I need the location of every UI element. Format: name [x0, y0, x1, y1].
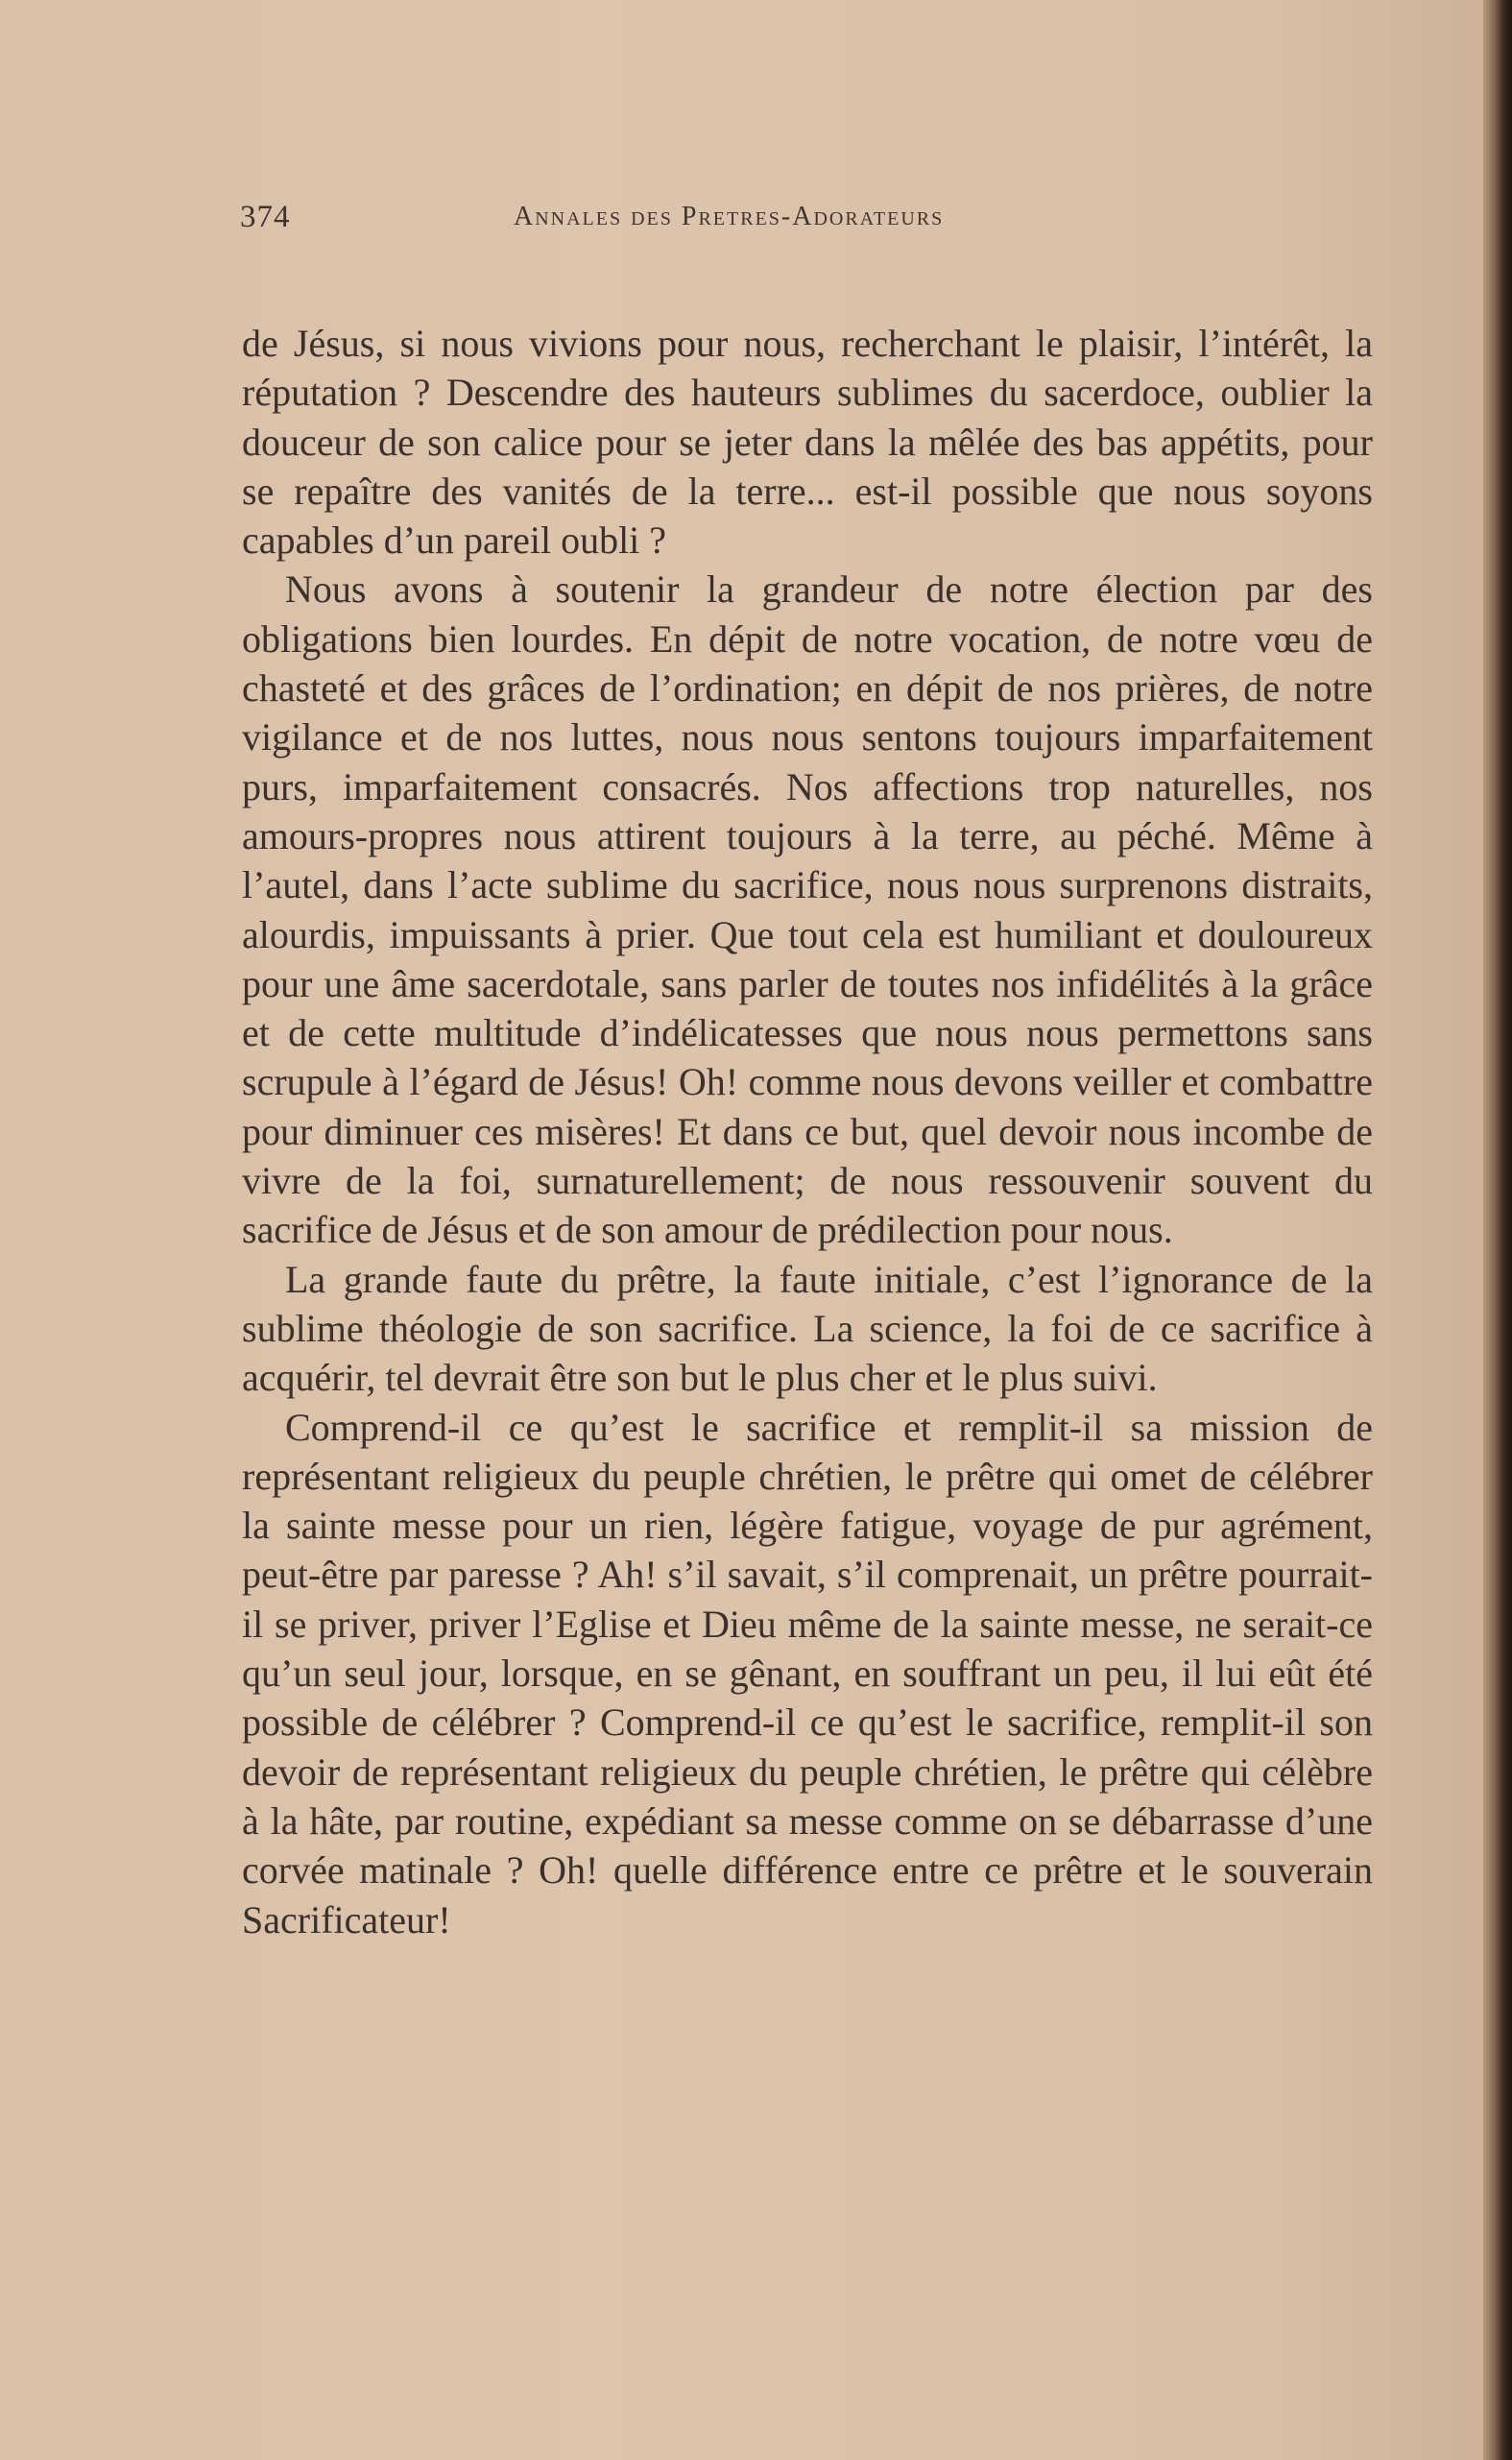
page-edge-shadow	[1483, 0, 1512, 2460]
page-number: 374	[240, 200, 291, 234]
body-text	[242, 319, 1373, 1944]
paragraph: La grande faute du prêtre, la faute initiale, c’est l’ignorance de la sublime théologie de son sacrifice. La science, la foi de ce sacrifice à acquérir, tel devrait être son but le plus cher et le plus suivi.	[242, 1257, 1373, 1400]
paragraph: Nous avons à soutenir la grandeur de notre élection par des obligations bien lourdes. En dépit de notre vocation, de notre vœu de chasteté et des grâces de l’ordination; en dépit de nos prières, de notre vigilance et de nos luttes, nous nous sentons toujours imparfaitement purs, imparfaitement consacrés. Nos affections trop naturelles, nos amours-propres nous attirent toujours à la terre, au péché. Même à l’autel, dans l’acte sublime du sacrifice, nous nous surprenons distraits, alourdis, impuissants à prier. Que tout cela est humiliant et douloureux pour une âme sacerdotale, sans parler de toutes nos infidélités à la grâce et de cette multitude d’indélicatesses que nous nous permettons sans scrupule à l’égard de Jésus! Oh! comme nous devons veiller et combattre pour diminuer ces misères! Et dans ce but, quel devoir nous incombe de vivre de la foi, surnaturellement; de nous ressouvenir souvent du sacrifice de Jésus et de son amour de prédilection pour nous.	[242, 567, 1373, 1252]
running-head-title: Annales des Pretres-Adorateurs	[514, 202, 945, 231]
paragraph: de Jésus, si nous vivions pour nous, recherchant le plaisir, l’intérêt, la réputation ? Descendre des hauteurs sublimes du sacerdoce, oublier la douceur de son calice pour se jeter dans la mêlée des bas appétits, pour se repaître des vanités de la terre... est-il possible que nous soyons capables d’un pareil oubli ?	[242, 322, 1373, 563]
running-head	[240, 200, 1229, 248]
paragraph: Comprend-il ce qu’est le sacrifice et remplit-il sa mission de représentant religieux du peuple chrétien, le prêtre qui omet de célébrer la sainte messe pour un rien, légère fatigue, voyage de pur agrément, peut-être par paresse ? Ah! s’il savait, s’il comprenait, un prêtre pourrait-il se priver, priver l’Eglise et Dieu même de la sainte messe, ne serait-ce qu’un seul jour, lorsque, en se gênant, en souffrant un peu, il lui eût été possible de célébrer ? Comprend-il ce qu’est le sacrifice, remplit-il son devoir de représentant religieux du peuple chrétien, le prêtre qui célèbre à la hâte, par routine, expédiant sa messe comme on se débarrasse d’une corvée matinale ? Oh! quelle différence entre ce prêtre et le souverain Sacrificateur!	[242, 1405, 1373, 1941]
